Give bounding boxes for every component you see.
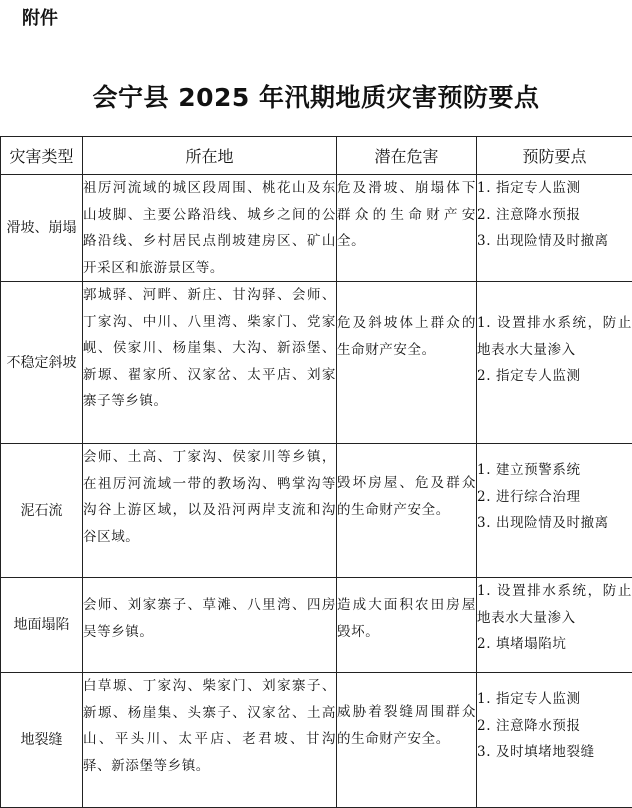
location-cell: 祖厉河流域的城区段周围、桃花山及东山坡脚、主要公路沿线、城乡之间的公路沿线、乡村居民点削坡建房区、矿山开采区和旅游景区等。	[83, 175, 337, 282]
prevention-item: 2. 进行综合治理	[477, 484, 632, 511]
danger-cell: 毁坏房屋、危及群众的生命财产安全。	[337, 444, 477, 578]
prevention-item: 2. 指定专人监测	[477, 363, 632, 390]
table-row	[1, 673, 632, 808]
prevention-cell	[477, 175, 632, 282]
prevention-item: 1. 设置排水系统，防止地表水大量渗入	[477, 310, 632, 363]
disaster-type-cell: 不稳定斜坡	[1, 282, 83, 444]
table-header-row	[1, 137, 632, 175]
attachment-label: 附件	[22, 4, 58, 30]
prevention-item: 1. 指定专人监测	[477, 175, 632, 202]
table-row	[1, 282, 632, 444]
table-row	[1, 578, 632, 673]
danger-cell: 造成大面积农田房屋毁坏。	[337, 578, 477, 673]
prevention-item: 2. 注意降水预报	[477, 202, 632, 229]
location-cell: 白草塬、丁家沟、柴家门、刘家寨子、新塬、杨崖集、头寨子、汉家岔、土高山、平头川、太平店、老君坡、甘沟驿、新添堡等乡镇。	[83, 673, 337, 808]
prevention-item: 1. 建立预警系统	[477, 457, 632, 484]
document-title: 会宁县 2025 年汛期地质灾害预防要点	[0, 78, 632, 114]
prevention-item: 1. 设置排水系统，防止地表水大量渗入	[477, 578, 632, 631]
table-row	[1, 444, 632, 578]
prevention-item: 2. 填堵塌陷坑	[477, 631, 632, 658]
danger-cell: 威胁着裂缝周围群众的生命财产安全。	[337, 673, 477, 808]
column-header-danger: 潜在危害	[337, 137, 477, 175]
disaster-type-cell: 地裂缝	[1, 673, 83, 808]
table-row	[1, 175, 632, 282]
location-cell: 会师、刘家寨子、草滩、八里湾、四房吴等乡镇。	[83, 578, 337, 673]
disaster-type-cell: 泥石流	[1, 444, 83, 578]
prevention-cell	[477, 444, 632, 578]
disaster-type-cell: 地面塌陷	[1, 578, 83, 673]
column-header-location: 所在地	[83, 137, 337, 175]
column-header-type: 灾害类型	[1, 137, 83, 175]
disaster-prevention-table	[0, 136, 632, 808]
prevention-item: 3. 及时填堵地裂缝	[477, 739, 632, 766]
location-cell: 郭城驿、河畔、新庄、甘沟驿、会师、丁家沟、中川、八里湾、柴家门、党家岘、侯家川、杨崖集、大沟、新添堡、新塬、翟家所、汉家岔、太平店、刘家寨子等乡镇。	[83, 282, 337, 444]
prevention-item: 3. 出现险情及时撤离	[477, 228, 632, 255]
column-header-prevention: 预防要点	[477, 137, 632, 175]
danger-cell: 危及滑坡、崩塌体下群众的生命财产安全。	[337, 175, 477, 282]
prevention-item: 3. 出现险情及时撤离	[477, 510, 632, 537]
prevention-item: 2. 注意降水预报	[477, 713, 632, 740]
prevention-cell	[477, 282, 632, 444]
prevention-cell	[477, 578, 632, 673]
location-cell: 会师、土高、丁家沟、侯家川等乡镇，在祖厉河流域一带的教场沟、鸭掌沟等沟谷上游区域，以及沿河两岸支流和沟谷区域。	[83, 444, 337, 578]
disaster-type-cell: 滑坡、崩塌	[1, 175, 83, 282]
prevention-item: 1. 指定专人监测	[477, 686, 632, 713]
prevention-cell	[477, 673, 632, 808]
danger-cell: 危及斜坡体上群众的生命财产安全。	[337, 282, 477, 444]
